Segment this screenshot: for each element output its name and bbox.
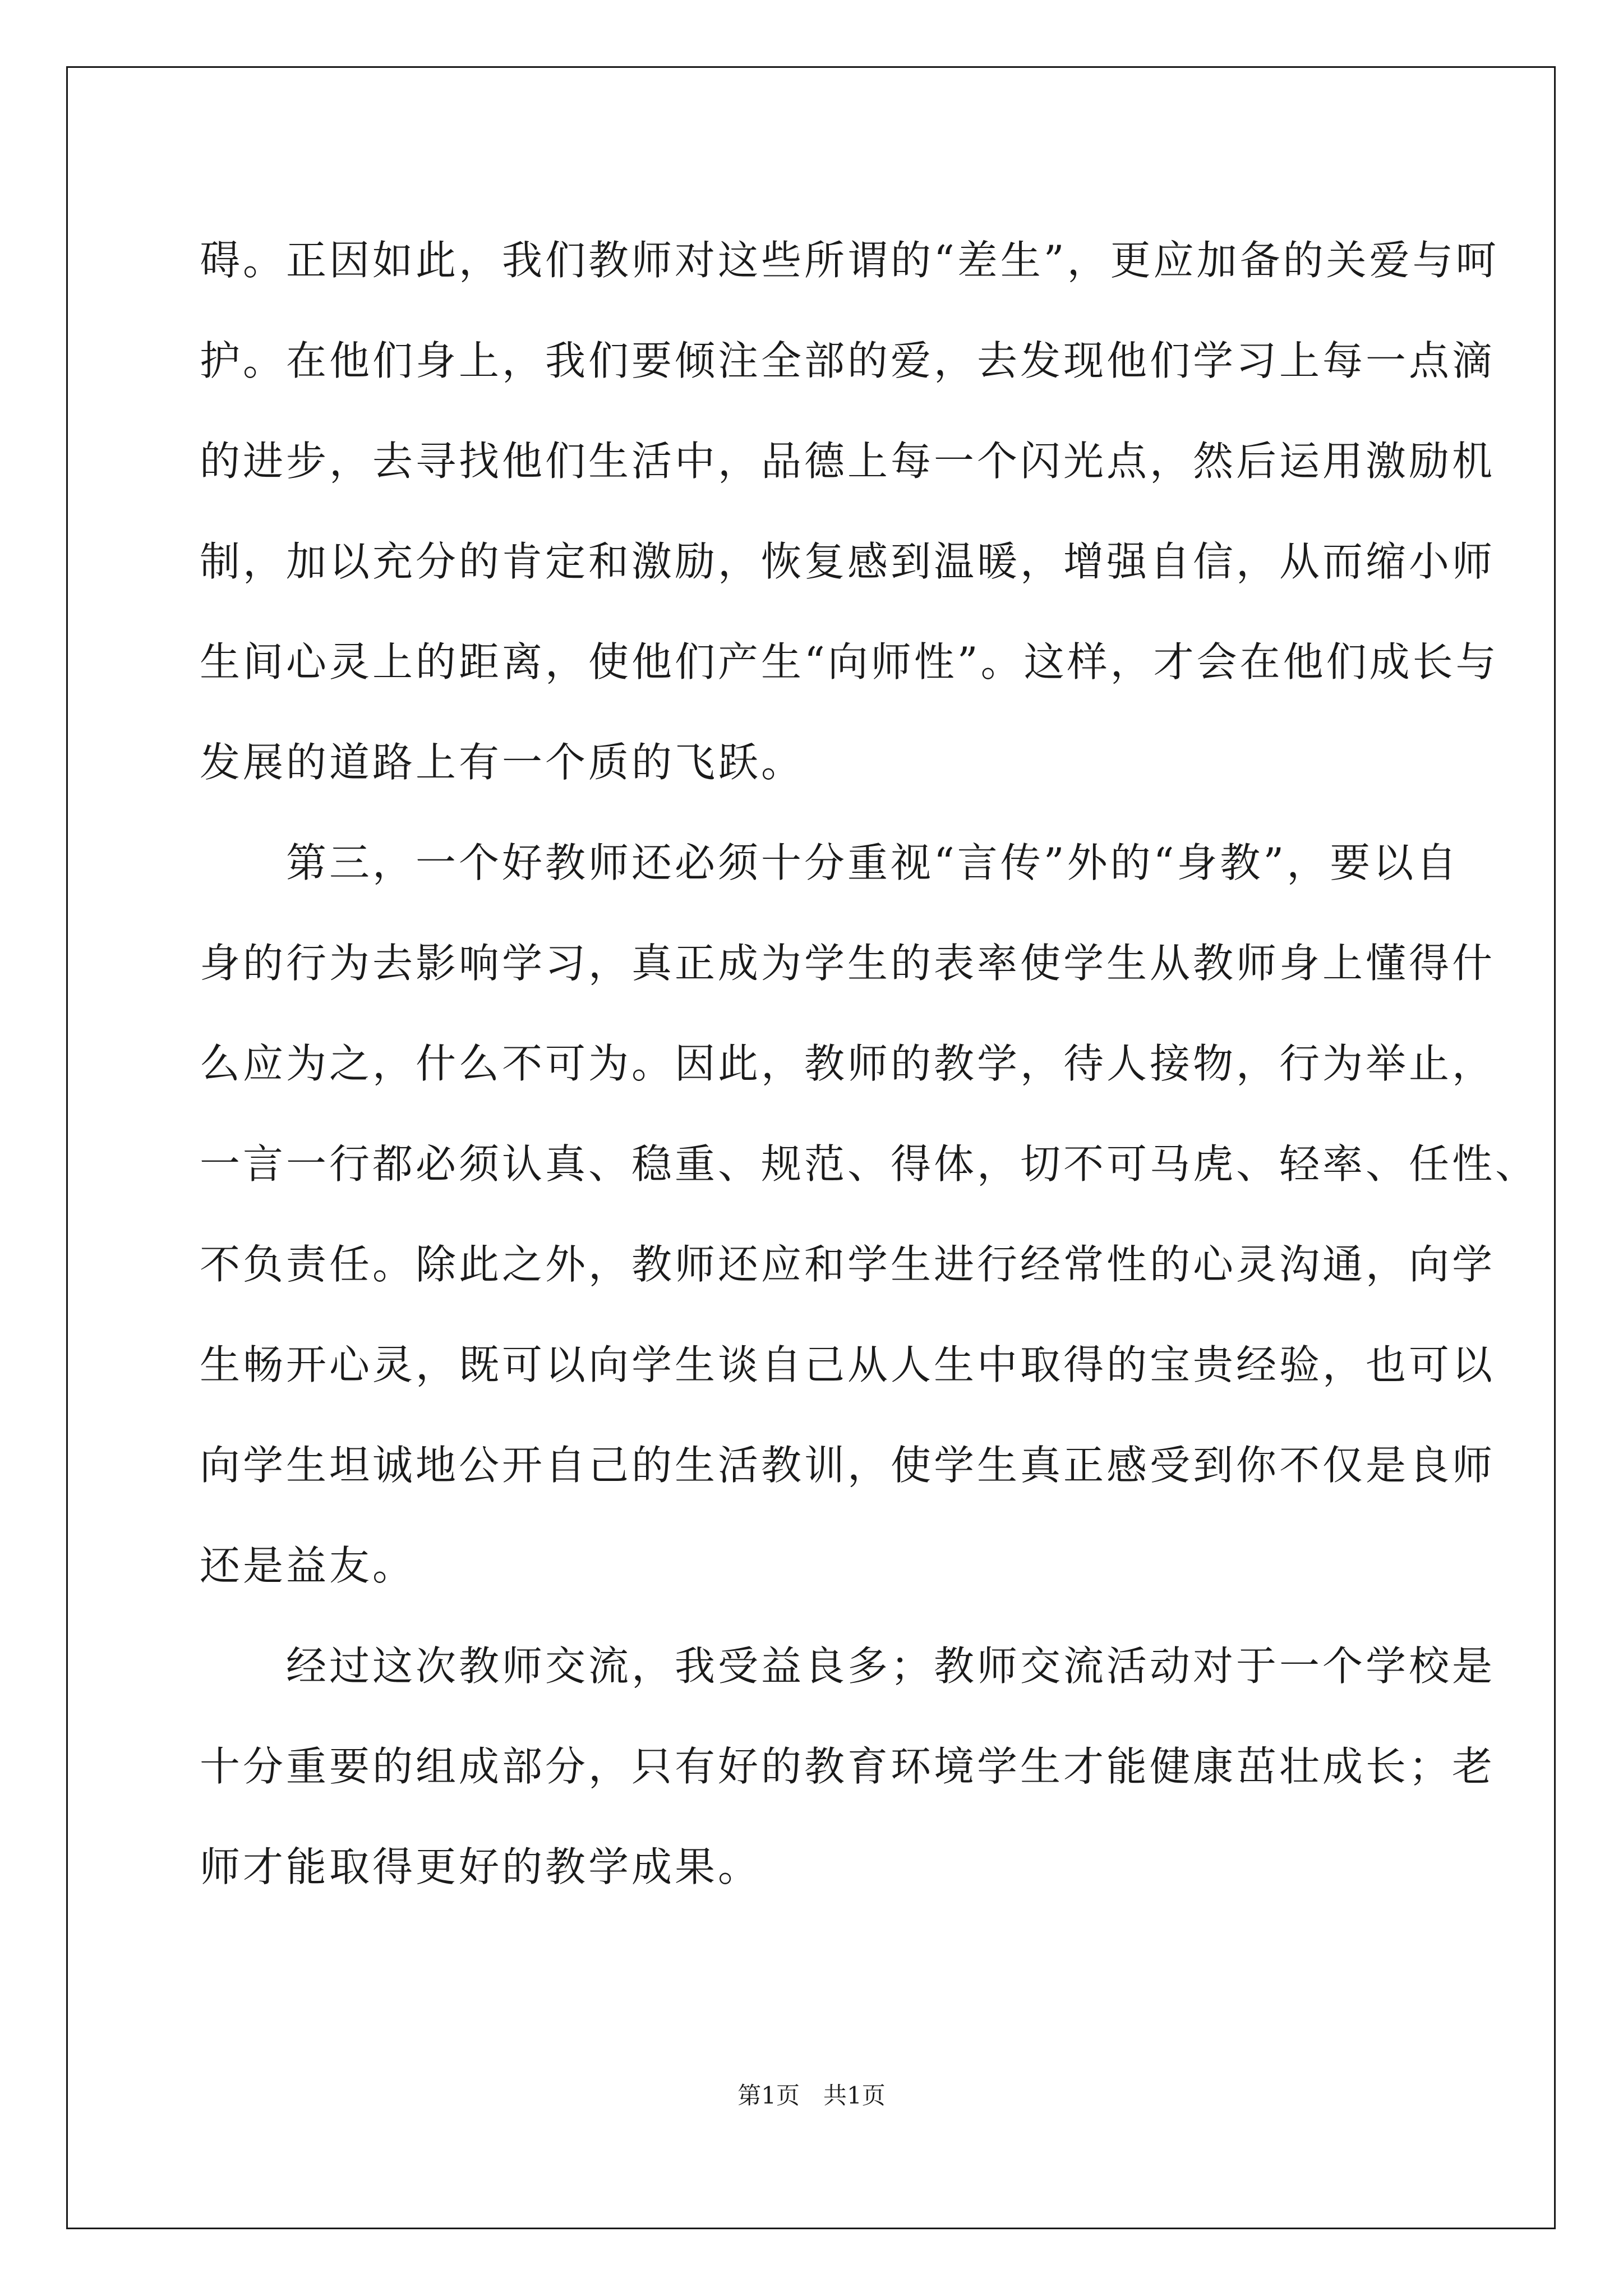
- paragraph-2: [200, 813, 1539, 1616]
- text-line: 碍。正因如此，我们教师对这些所谓的“差生”，更应加备的关爱与呵: [200, 237, 1499, 284]
- text-line: 经过这次教师交流，我受益良多；教师交流活动对于一个学校是: [200, 1642, 1496, 1690]
- text-line: 还是益友。: [200, 1542, 416, 1589]
- text-line: 第三，一个好教师还必须十分重视“言传”外的“身教”，要以自: [200, 839, 1460, 886]
- text-line: 一言一行都必须认真、稳重、规范、得体，切不可马虎、轻率、任性、: [200, 1140, 1539, 1188]
- paragraph-1: [200, 210, 1499, 813]
- text-line: 十分重要的组成部分，只有好的教育环境学生才能健康茁壮成长；老: [200, 1743, 1496, 1790]
- text-line: 向学生坦诚地公开自己的生活教训，使学生真正感受到你不仅是良师: [200, 1442, 1496, 1489]
- text-line: 护。在他们身上，我们要倾注全部的爱，去发现他们学习上每一点滴: [200, 337, 1496, 384]
- text-line: 身的行为去影响学习，真正成为学生的表率使学生从教师身上懂得什: [200, 940, 1496, 987]
- document-body: [200, 210, 1539, 1917]
- text-line: 生畅开心灵，既可以向学生谈自己从人生中取得的宝贵经验，也可以: [200, 1341, 1496, 1388]
- text-line: 的进步，去寻找他们生活中，品德上每一个闪光点，然后运用激励机: [200, 438, 1496, 485]
- page-number-footer: 第1页 共1页: [737, 2082, 886, 2109]
- text-line: 么应为之，什么不可为。因此，教师的教学，待人接物，行为举止，: [200, 1040, 1496, 1087]
- text-line: 师才能取得更好的教学成果。: [200, 1843, 762, 1890]
- paragraph-3: [200, 1616, 1496, 1917]
- text-line: 制，加以充分的肯定和激励，恢复感到温暖，增强自信，从而缩小师: [200, 538, 1496, 585]
- text-line: 发展的道路上有一个质的飞跃。: [200, 739, 805, 786]
- text-line: 不负责任。除此之外，教师还应和学生进行经常性的心灵沟通，向学: [200, 1241, 1496, 1288]
- text-line: 生间心灵上的距离，使他们产生“向师性”。这样，才会在他们成长与: [200, 638, 1499, 685]
